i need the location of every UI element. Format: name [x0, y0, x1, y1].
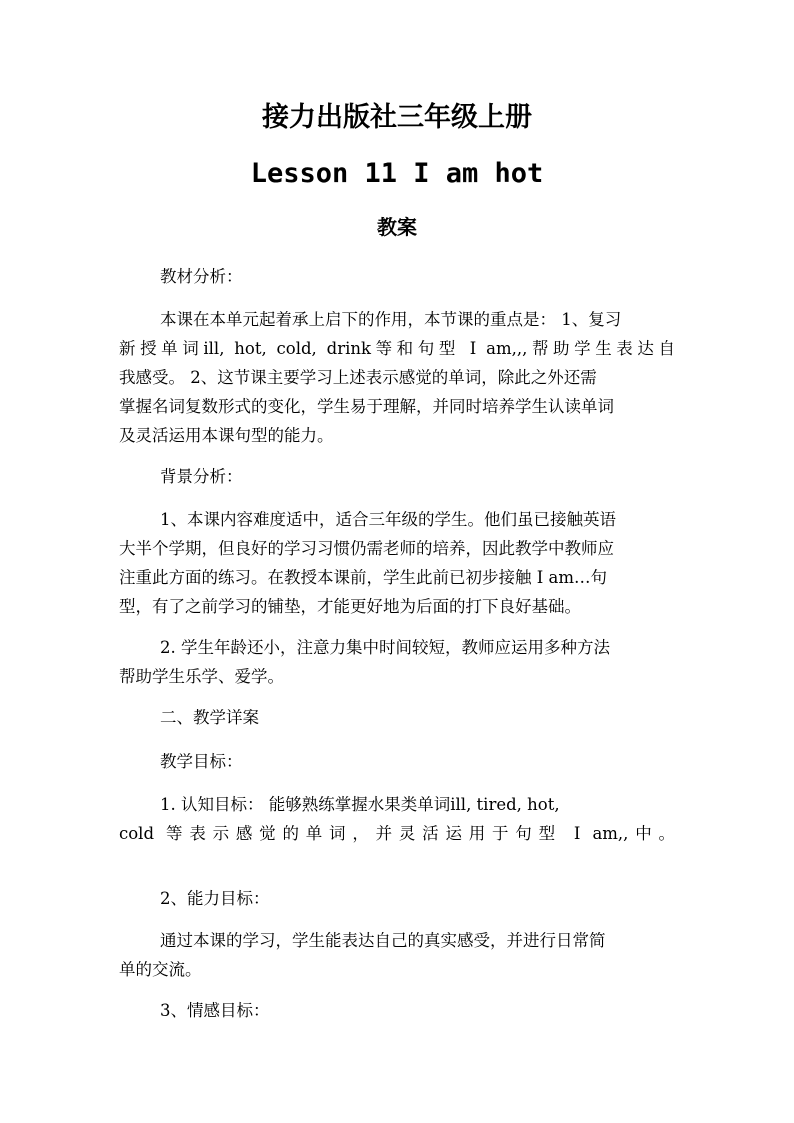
paragraph-line: 本课在本单元起着承上启下的作用，本节课的重点是： 1、复习: [160, 310, 622, 329]
paragraph-line: 帮助学生乐学、爱学。: [119, 667, 284, 686]
paragraph-line: 及灵活运用本课句型的能力。: [119, 426, 334, 445]
emotion-goal-heading: 3、情感目标：: [160, 1001, 270, 1020]
section-two-heading: 二、教学详案: [160, 708, 259, 727]
paragraph-line: 通过本课的学习，学生能表达自己的真实感受，并进行日常简: [160, 931, 606, 950]
paragraph-line: 我感受。 2、这节课主要学习上述表示感觉的单词，除此之外还需: [119, 368, 597, 387]
paragraph-line: 1、本课内容难度适中，适合三年级的学生。他们虽已接触英语: [160, 510, 616, 529]
ability-goal-heading: 2、能力目标：: [160, 889, 270, 908]
document-type-label: 教案: [377, 215, 417, 239]
paragraph-line: cold 等表示感觉的单词，并灵活运用于句型 I am,,中。: [119, 824, 675, 843]
paragraph-line: 大半个学期，但良好的学习习惯仍需老师的培养，因此教学中教师应: [119, 539, 614, 558]
document-title: 接力出版社三年级上册: [262, 102, 532, 133]
teaching-goals-heading: 教学目标：: [160, 752, 243, 771]
material-analysis-heading: 教材分析：: [160, 267, 243, 286]
lesson-title: Lesson 11 I am hot: [250, 158, 544, 189]
paragraph-line: 2. 学生年龄还小，注意力集中时间较短，教师应运用多种方法: [160, 638, 610, 657]
paragraph-line: 单的交流。: [119, 960, 202, 979]
paragraph-line: 1. 认知目标： 能够熟练掌握水果类单词ill, tired, hot,: [160, 795, 560, 814]
paragraph-line: 型，有了之前学习的铺垫，才能更好地为后面的打下良好基础。: [119, 597, 581, 616]
background-analysis-heading: 背景分析：: [160, 467, 243, 486]
paragraph-line: 新授单词ill, hot, cold, drink等和句型 I am,,,帮助学生表达自: [119, 339, 675, 358]
paragraph-line: 掌握名词复数形式的变化，学生易于理解，并同时培养学生认读单词: [119, 397, 614, 416]
paragraph-line: 注重此方面的练习。在教授本课前，学生此前已初步接触 I am…句: [119, 568, 607, 587]
